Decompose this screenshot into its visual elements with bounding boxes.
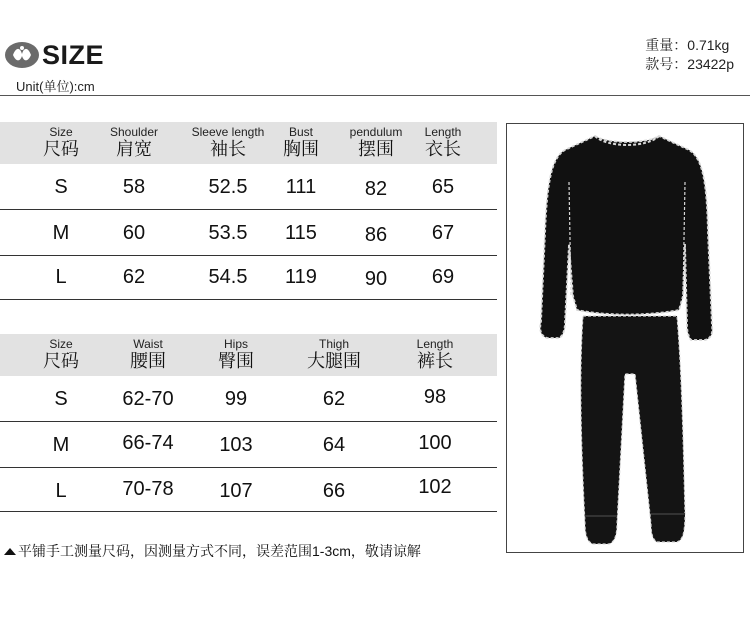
table-row: M 60 53.5 115 86 67 [0, 210, 497, 256]
row-divider [0, 511, 497, 512]
pants-shape [581, 316, 685, 544]
row-divider [0, 299, 497, 300]
column-header: Size 尺码 [43, 337, 79, 371]
column-header: Shoulder 肩宽 [109, 125, 159, 159]
column-header: Length 裤长 [416, 337, 454, 371]
table-row: M 66-74 103 64 100 [0, 422, 497, 468]
column-header: Hips 臀围 [218, 337, 254, 371]
measurement-note: 平铺手工测量尺码，因测量方式不同，误差范围1-3cm，敬请谅解 [4, 541, 421, 561]
column-header: Waist 腰围 [130, 337, 166, 371]
product-meta [645, 36, 734, 74]
table-row: S 62-70 99 62 98 [0, 376, 497, 422]
sweatshirt-shape [540, 136, 712, 340]
table-row: S 58 52.5 111 82 65 [0, 164, 497, 210]
triangle-bullet-icon [4, 548, 16, 555]
header-divider [0, 95, 750, 96]
bottom-size-table [0, 334, 497, 512]
style-number-label: 款号：23422p [645, 56, 734, 72]
page-title: SIZE [42, 40, 105, 70]
table-row: L 70-78 107 66 102 [0, 468, 497, 512]
column-header: pendulum 摆围 [349, 125, 403, 159]
table-row: L 62 54.5 119 90 69 [0, 256, 497, 300]
top-size-table [0, 122, 497, 300]
unit-label: Unit(单位):cm [16, 79, 95, 94]
column-header: Sleeve length 袖长 [191, 125, 265, 159]
column-header: Thigh 大腿围 [307, 337, 361, 371]
brand-logo-icon [4, 40, 40, 70]
tracksuit-illustration [507, 124, 745, 554]
column-header: Size 尺码 [43, 125, 79, 159]
column-header: Bust 胸围 [283, 125, 319, 159]
weight-label: 重量：0.71kg [645, 37, 730, 53]
column-header: Length 衣长 [424, 125, 462, 159]
product-image [506, 123, 744, 553]
